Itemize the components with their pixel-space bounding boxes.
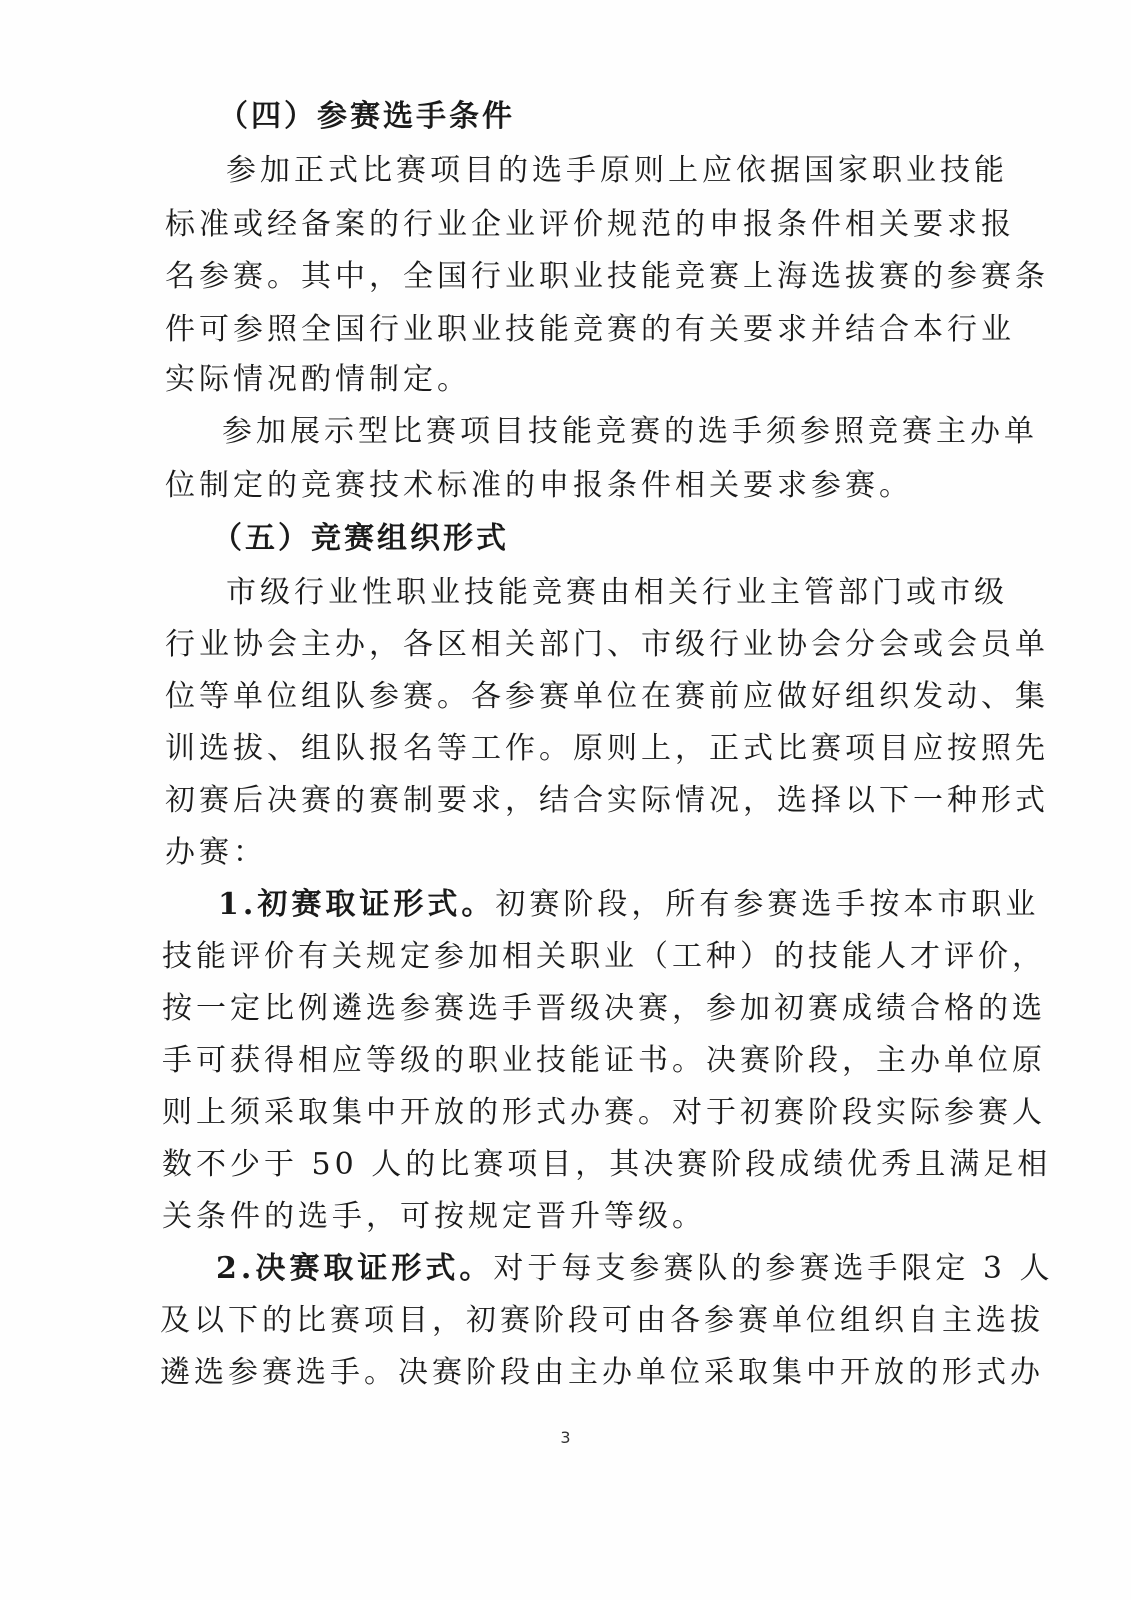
paragraph-line: 则上须采取集中开放的形式办赛。对于初赛阶段实际参赛人 [162,1095,1046,1130]
section-heading-4: （四）参赛选手条件 [218,99,515,134]
paragraph-line: 参加正式比赛项目的选手原则上应依据国家职业技能 [226,153,1008,188]
paragraph-line: 初赛后决赛的赛制要求，结合实际情况，选择以下一种形式 [165,783,1049,818]
section-heading-5: （五）竞赛组织形式 [212,521,509,556]
paragraph-line: 关条件的选手，可按规定晋升等级。 [162,1199,706,1234]
paragraph-line: 办赛： [165,835,267,870]
paragraph-line: 按一定比例遴选参赛选手晋级决赛，参加初赛成绩合格的选 [162,991,1046,1026]
paragraph-line: 位制定的竞赛技术标准的申报条件相关要求参赛。 [165,468,913,503]
item-1-first-rest: 初赛阶段，所有参赛选手按本市职业 [495,887,1040,922]
paragraph-line: 实际情况酌情制定。 [165,362,471,397]
paragraph-line: 训选拔、组队报名等工作。原则上，正式比赛项目应按照先 [165,731,1049,766]
paragraph-line: 参加展示型比赛项目技能竞赛的选手须参照竞赛主办单 [222,414,1038,449]
paragraph-line: 手可获得相应等级的职业技能证书。决赛阶段，主办单位原 [162,1043,1046,1078]
paragraph-line: 技能评价有关规定参加相关职业（工种）的技能人才评价， [162,939,1046,974]
paragraph-line: 及以下的比赛项目，初赛阶段可由各参赛单位组织自主选拔 [160,1303,1044,1338]
item-2-first-rest: 对于每支参赛队的参赛选手限定 3 人 [493,1251,1054,1286]
paragraph-line: 件可参照全国行业职业技能竞赛的有关要求并结合本行业 [165,312,1015,347]
item-1-title: 1.初赛取证形式。 [218,887,496,922]
item-2-first-line [216,1250,1054,1288]
paragraph-line: 标准或经备案的行业企业评价规范的申报条件相关要求报 [165,207,1015,242]
page-number: 3 [560,1428,571,1447]
paragraph-line: 市级行业性职业技能竞赛由相关行业主管部门或市级 [226,575,1008,610]
paragraph-line: 名参赛。其中，全国行业职业技能竞赛上海选拔赛的参赛条 [165,259,1049,294]
paragraph-line: 遴选参赛选手。决赛阶段由主办单位采取集中开放的形式办 [160,1355,1044,1390]
item-1-first-line [218,886,1040,924]
item-2-title: 2.决赛取证形式。 [216,1251,494,1286]
paragraph-line: 行业协会主办，各区相关部门、市级行业协会分会或会员单 [165,627,1049,662]
paragraph-line: 数不少于 50 人的比赛项目，其决赛阶段成绩优秀且满足相 [162,1147,1052,1182]
paragraph-line: 位等单位组队参赛。各参赛单位在赛前应做好组织发动、集 [165,679,1049,714]
